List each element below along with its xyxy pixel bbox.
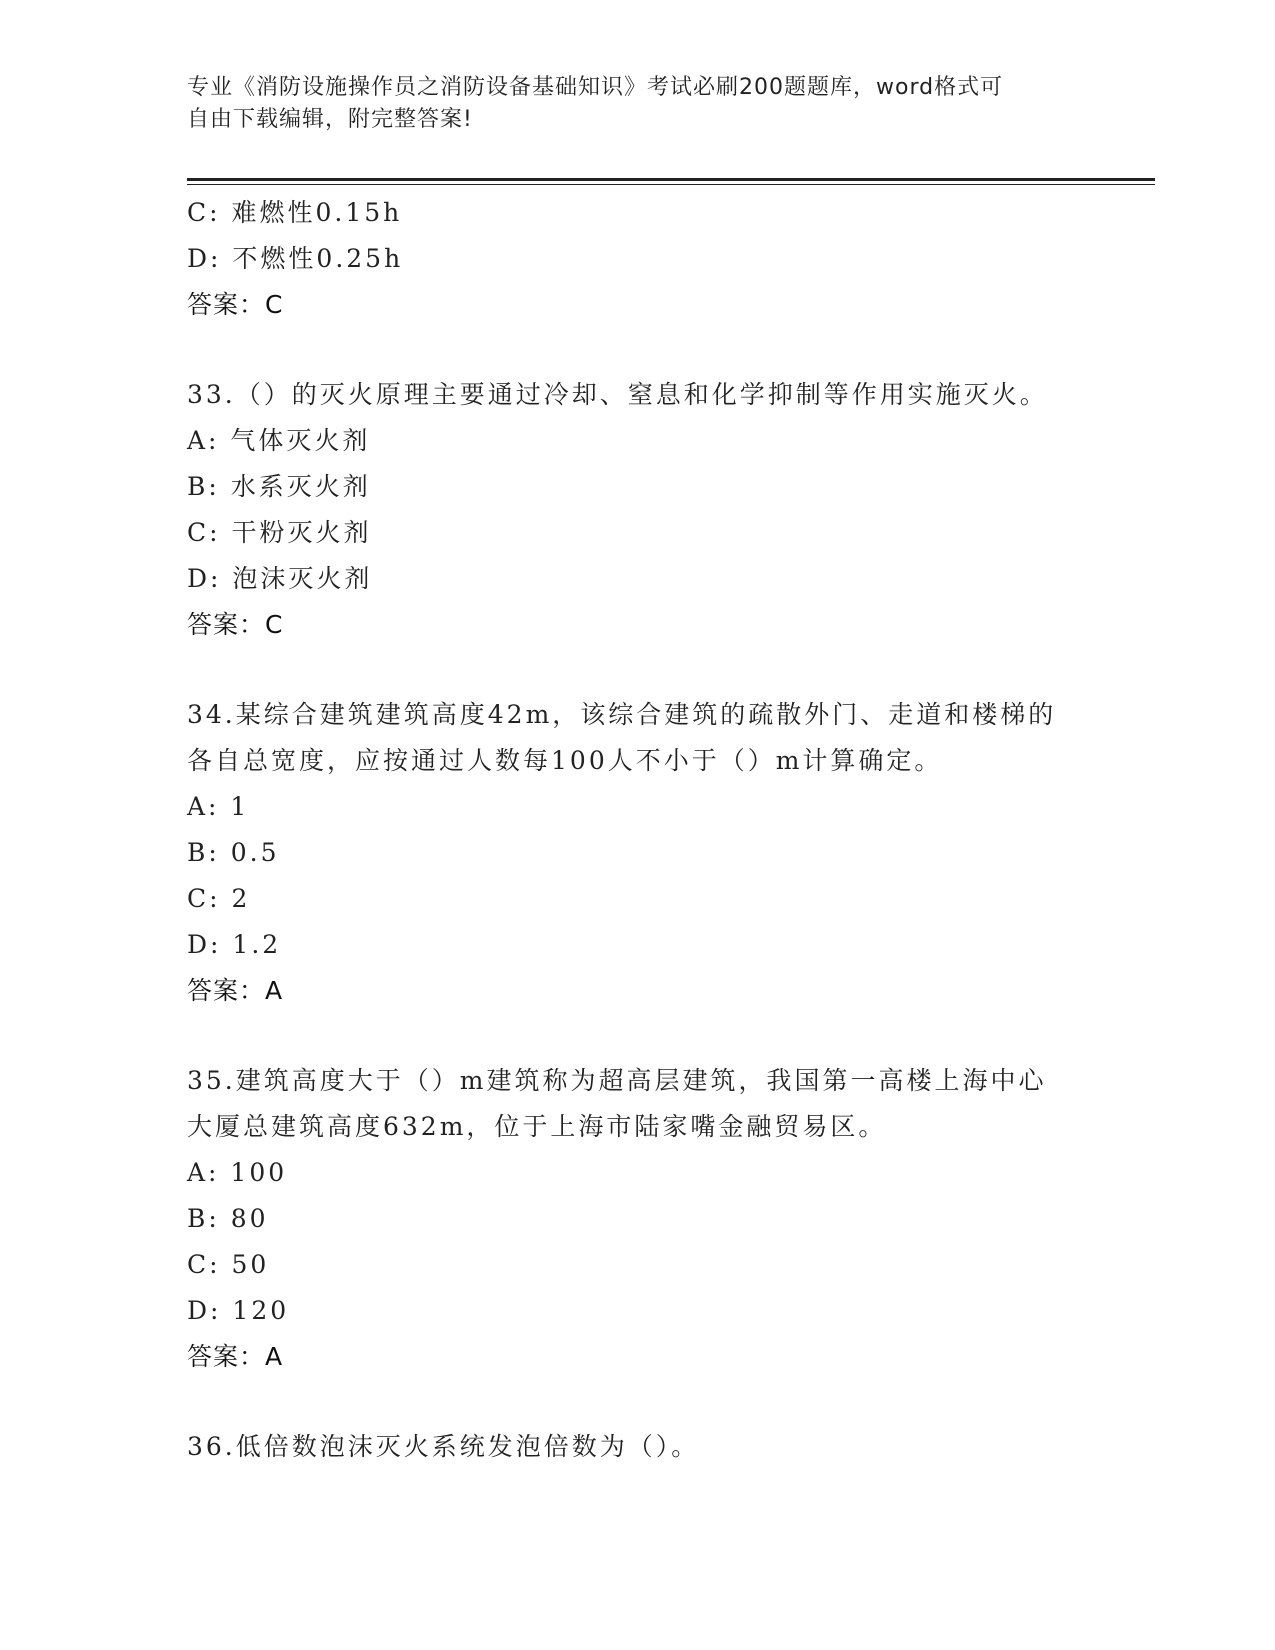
- option-c: C: 2: [187, 884, 251, 913]
- page-header: [187, 72, 1067, 136]
- option-d: D: 泡沫灭火剂: [187, 564, 373, 593]
- option-a: A: 100: [187, 1158, 288, 1187]
- option-d: D: 120: [187, 1296, 290, 1325]
- header-rule-thin: [187, 184, 1155, 185]
- option-a: A: 1: [187, 792, 250, 821]
- question-stem: 33.（）的灭火原理主要通过冷却、窒息和化学抑制等作用实施灭火。: [187, 380, 1048, 409]
- spacer: [187, 648, 1087, 692]
- question-34: [187, 692, 1087, 1014]
- answer-line: 答案：A: [187, 1342, 284, 1371]
- question-stem: 36.低倍数泡沫灭火系统发泡倍数为（）。: [187, 1432, 700, 1461]
- option-b: B: 水系灭火剂: [187, 472, 371, 501]
- answer-line: 答案：C: [187, 290, 284, 319]
- spacer: [187, 1014, 1087, 1058]
- question-36: [187, 1424, 1087, 1470]
- option-d: D: 不燃性0.25h: [187, 244, 404, 273]
- question-stem-line-1: 34.某综合建筑建筑高度42m，该综合建筑的疏散外门、走道和楼梯的: [187, 700, 1057, 729]
- question-32-tail: [187, 190, 1087, 328]
- option-b: B: 0.5: [187, 838, 280, 867]
- option-a: A: 气体灭火剂: [187, 426, 371, 455]
- answer-line: 答案：A: [187, 976, 284, 1005]
- answer-line: 答案：C: [187, 610, 284, 639]
- header-line-1: 专业《消防设施操作员之消防设备基础知识》考试必刷200题题库，word格式可: [187, 75, 1004, 100]
- header-line-2: 自由下载编辑，附完整答案!: [187, 107, 473, 132]
- header-rule-thick: [187, 178, 1155, 181]
- option-c: C: 难燃性0.15h: [187, 198, 403, 227]
- question-33: [187, 372, 1087, 648]
- question-list: [187, 190, 1087, 1470]
- option-c: C: 干粉灭火剂: [187, 518, 372, 547]
- question-stem-line-1: 35.建筑高度大于（）m建筑称为超高层建筑，我国第一高楼上海中心: [187, 1066, 1047, 1095]
- spacer: [187, 328, 1087, 372]
- question-35: [187, 1058, 1087, 1380]
- option-d: D: 1.2: [187, 930, 282, 959]
- question-stem-line-2: 各自总宽度，应按通过人数每100人不小于（）m计算确定。: [187, 746, 943, 775]
- option-b: B: 80: [187, 1204, 269, 1233]
- option-c: C: 50: [187, 1250, 270, 1279]
- question-stem-line-2: 大厦总建筑高度632m，位于上海市陆家嘴金融贸易区。: [187, 1112, 887, 1141]
- spacer: [187, 1380, 1087, 1424]
